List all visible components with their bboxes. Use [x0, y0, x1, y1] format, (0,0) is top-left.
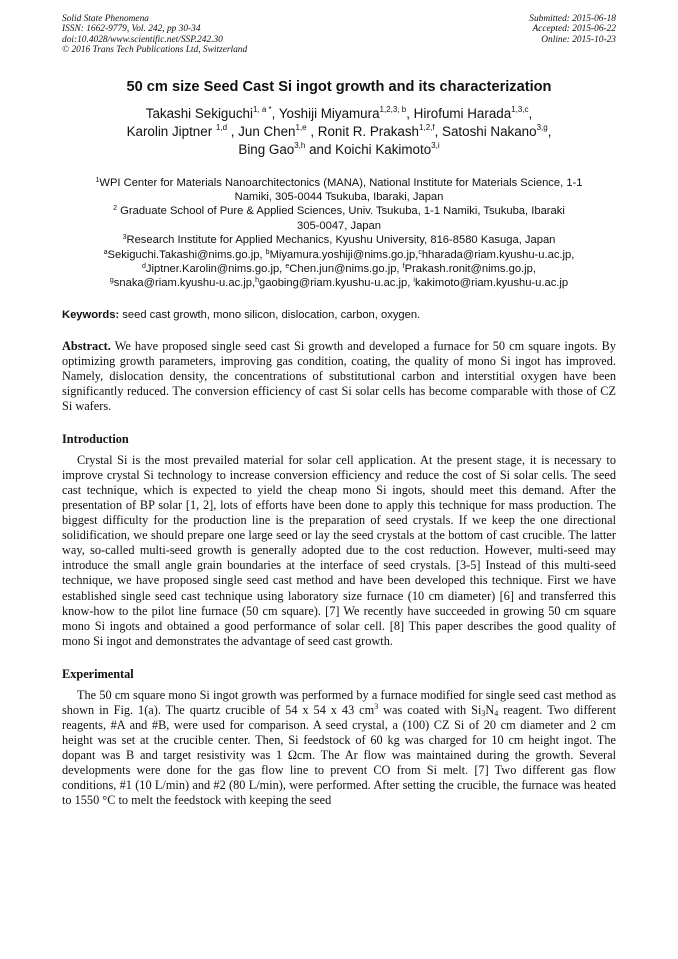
abstract-label: Abstract.: [62, 338, 111, 353]
email-address[interactable]: Sekiguchi.Takashi@nims.go.jp,: [107, 248, 266, 261]
keywords-label: Keywords:: [62, 308, 120, 321]
accepted-date: Accepted: 2015-06-22: [532, 24, 616, 35]
abstract-text: We have proposed single seed cast Si growth and developed a furnace for 50 cm square ingots. By optimizing growth parameters, improving gas condition, coating, the quality of mono Si ingot has improved. Namely, dislocation density, the concentrations of substitutional carbon and interstitial oxygen have been significantly reduced. The conversion efficiency of cast Si solar cells has become comparable with those of CZ Si wafers.: [62, 338, 616, 414]
body-text: N: [485, 702, 495, 717]
experimental-paragraph: [62, 688, 616, 808]
affiliation-mark: 1: [95, 176, 100, 184]
introduction-heading: Introduction: [62, 432, 129, 447]
submitted-date: Submitted: 2015-06-18: [529, 14, 616, 24]
online-date: Online: 2015-10-23: [541, 34, 616, 45]
affiliations: [54, 176, 624, 291]
email-address[interactable]: snaka@riam.kyushu-u.ac.jp,: [113, 277, 256, 290]
author-affiliation-mark: 3,h: [294, 140, 306, 150]
author-name: , Satoshi Nakano: [434, 123, 537, 139]
email-mark: i: [413, 277, 415, 285]
keywords: [62, 309, 616, 321]
email-mark: a: [103, 248, 108, 256]
author-separator: ,: [547, 123, 552, 139]
affiliation-text: Research Institute for Applied Mechanics, Kyushu University, 816-8580 Kasuga, Japan: [126, 234, 556, 247]
copyright: © 2016 Trans Tech Publications Ltd, Switzerland: [62, 45, 248, 56]
affiliation-2: [54, 204, 624, 218]
author-name: Takashi Sekiguchi: [145, 105, 253, 121]
affiliation-3: [54, 233, 624, 247]
issn: ISSN: 1662-9779, Vol. 242, pp 30-34: [62, 24, 201, 35]
email-address[interactable]: kakimoto@riam.kyushu-u.ac.jp: [414, 277, 569, 290]
author-name: , Hirofumi Harada: [406, 105, 512, 121]
affiliation-2-cont: 305-0047, Japan: [297, 219, 381, 232]
subscript: 4: [494, 708, 499, 718]
author-name: , Ronit R. Prakash: [306, 123, 420, 139]
email-mark: c: [418, 248, 422, 256]
affiliation-text: Graduate School of Pure & Applied Sciences, Univ. Tsukuba, 1-1 Namiki, Tsukuba, Ibaraki: [117, 205, 565, 218]
author-name: and Koichi Kakimoto: [305, 141, 432, 157]
author-affiliation-mark: 3,i: [431, 140, 440, 150]
author-name: , Jun Chen: [227, 123, 296, 139]
email-line-2: [54, 262, 624, 276]
abstract: [62, 339, 616, 414]
author-list: [56, 105, 622, 159]
author-affiliation-mark: 1,e: [295, 122, 307, 132]
body-text: reagent. Two different reagents, #A and #B, were used for comparison. A seed crystal, a (100) CZ Si of 20 cm diameter and 2 cm height was set at the crucible center. Then, Si feedstock of 60 kg was charged for 10 cm height ingot. The dopant was B and target resistivity was 1 Ωcm. The Ar flow was maintained during the growth. Several developments were done for the gas flow line to prevent CO from Si melt. [7] Two different gas flow conditions, #1 (10 L/min) and #2 (80 L/min), were performed. After setting the crucible, the furnace was heated to 1550 °C to melt the feedstock with keeping the seed: [62, 702, 616, 808]
author-name: , Yoshiji Miyamura: [271, 105, 380, 121]
author-affiliation-mark: 1,3,c: [511, 104, 529, 114]
affiliation-1: [54, 176, 624, 190]
author-affiliation-mark: 1,2,3, b: [379, 104, 407, 114]
superscript: 3: [374, 701, 379, 711]
author-affiliation-mark: 1,d: [215, 122, 228, 132]
author-name: Karolin Jiptner: [126, 123, 216, 139]
body-text: The 50 cm square mono Si ingot growth was performed by a furnace modified for single seed cast method as shown in Fig. 1(a). The quartz crucible of 54 x 54 x 43 cm: [62, 687, 616, 717]
publication-header: [62, 14, 616, 56]
introduction-paragraph: Crystal Si is the most prevailed material for solar cell application. At the present stage, it is necessary to improve crystal Si technology to increase conversion efficiency and reduce the cost of Si solar cells. The seed cast technique, which is expected to yield the cheap mono Si ingots, should meet this demand. After the presentation of BP solar [1, 2], lots of efforts have been done to apply this technique for mass production. The biggest difficulty for the production line is the preparation of seed crystals. If we keep the one directional solidification, we should prepare one large seed or lay the seed crystals at the bottom of cast crucible. The latter way, so-called multi-seed growth is generally adopted due to the cost reduction. However, multi-seed may introduce the small angle grain boundaries at the interface of seed crystals. [3-5] Instead of this multi-seed technique, we have proposed single seed cast method and have been developed this technique. First we have established single seed cast technique using laboratory size furnace (10 cm diameter) [6] and transferred this know-how to the pilot line furnace (50 cm square). [7] We recently have succeeded in growing 50 cm square mono Si ingots and obtained a good performance of solar cell. [8] This paper describes the good quality of mono Si ingot and demonstrates the advantage of seed cast growth.: [62, 453, 616, 648]
author-affiliation-mark: 1, a *: [252, 104, 272, 114]
experimental-heading: Experimental: [62, 666, 134, 681]
email-address[interactable]: Miyamura.yoshiji@nims.go.jp,: [269, 248, 419, 261]
email-mark: d: [142, 263, 146, 271]
email-mark: e: [285, 263, 290, 271]
email-address[interactable]: Jiptner.Karolin@nims.go.jp,: [145, 263, 286, 276]
body-text: was coated with Si: [378, 702, 482, 717]
paper-title: 50 cm size Seed Cast Si ingot growth and its characterization: [126, 78, 552, 95]
email-line-1: [54, 248, 624, 262]
author-name: Bing Gao: [238, 141, 295, 157]
subscript: 3: [481, 708, 486, 718]
author-affiliation-mark: 3,g: [536, 122, 548, 132]
email-mark: b: [265, 248, 270, 256]
date-info: [529, 14, 616, 56]
email-mark: f: [402, 263, 405, 271]
email-mark: g: [109, 277, 114, 285]
email-address[interactable]: Prakash.ronit@nims.go.jp,: [404, 263, 536, 276]
affiliation-text: WPI Center for Materials Nanoarchitectonics (MANA), National Institute for Materials Science, 1-1: [99, 176, 583, 189]
journal-name: Solid State Phenomena: [62, 14, 149, 24]
affiliation-1-cont: Namiki, 305-0044 Tsukuba, Ibaraki, Japan: [234, 191, 444, 204]
affiliation-mark: 2: [113, 205, 118, 213]
email-address[interactable]: Chen.jun@nims.go.jp,: [289, 263, 403, 276]
keywords-text: seed cast growth, mono silicon, dislocation, carbon, oxygen.: [119, 308, 421, 321]
affiliation-mark: 3: [122, 234, 127, 242]
email-address[interactable]: hharada@riam.kyushu-u.ac.jp,: [421, 248, 575, 261]
doi: doi:10.4028/www.scientific.net/SSP.242.30: [62, 34, 223, 45]
author-separator: ,: [528, 105, 533, 121]
email-mark: h: [255, 277, 260, 285]
email-line-3: [54, 276, 624, 290]
author-affiliation-mark: 1,2,f: [419, 122, 435, 132]
journal-info: [62, 14, 247, 56]
email-address[interactable]: gaobing@riam.kyushu-u.ac.jp,: [259, 277, 414, 290]
